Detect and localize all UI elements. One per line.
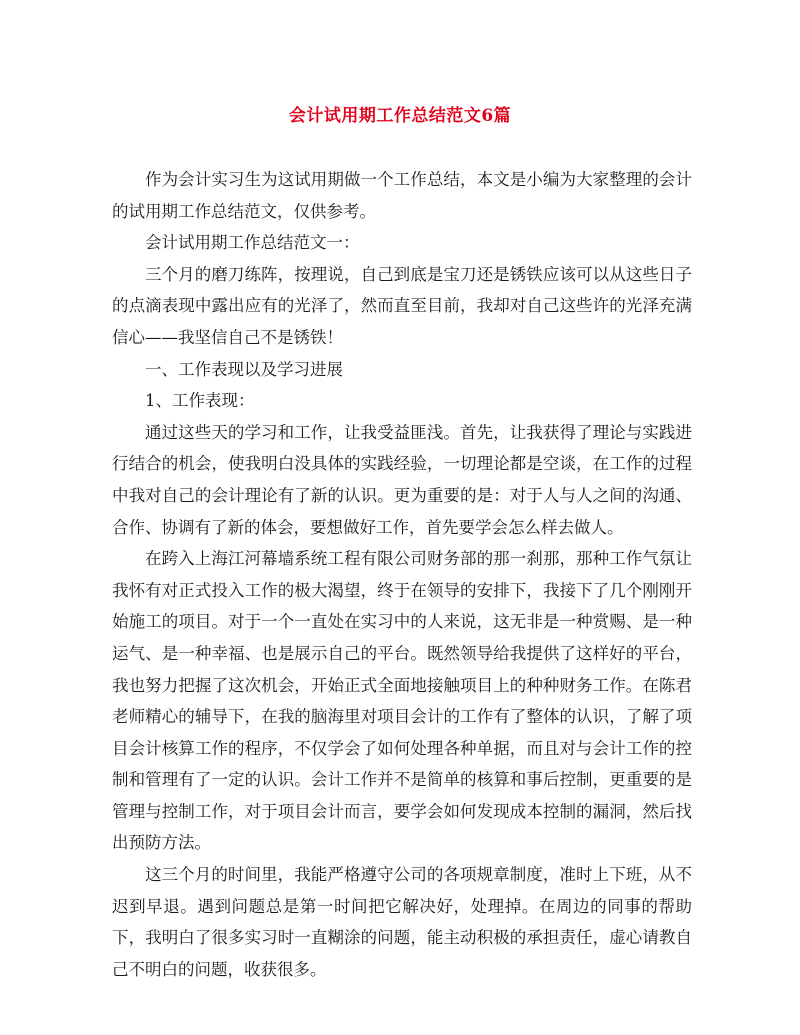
paragraph-opening: 三个月的磨刀练阵，按理说，自己到底是宝刀还是锈铁应该可以从这些日子的点滴表现中露出应有的光泽了，然而直至目前，我却对自己这些许的光泽充满信心——我坚信自己不是锈铁！ [112,264,692,347]
paragraph-joining: 在跨入上海江河幕墙系统工程有限公司财务部的那一刹那，那种工作气氛让我怀有对正式投入工作的极大渴望，终于在领导的安排下，我接下了几个刚刚开始施工的项目。对于一个一直处在实习中的人来说，这无非是一种赏赐、是一种运气、是一种幸福、也是展示自己的平台。既然领导给我提供了这样好的平台，我也努力把握了这次机会，开始正式全面地接触项目上的种种财务工作。在陈君老师精心的辅导下，在我的脑海里对项目会计的工作有了整体的认识，了解了项目会计核算工作的程序，不仅学会了如何处理各种单据，而且对与会计工作的控制和管理有了一定的认识。会计工作并不是简单的核算和事后控制，更重要的是管理与控制工作，对于项目会计而言，要学会如何发现成本控制的漏洞，然后找出预防方法。 [112,549,692,853]
paragraph-intro: 作为会计实习生为这试用期做一个工作总结，本文是小编为大家整理的会计的试用期工作总结范文，仅供参考。 [112,170,692,221]
paragraph-section-heading: 会计试用期工作总结范文一： [145,233,360,253]
paragraph-discipline: 这三个月的时间里，我能严格遵守公司的各项规章制度，准时上下班，从不迟到早退。遇到问题总是第一时间把它解决好，处理掉。在周边的同事的帮助下，我明白了很多实习时一直糊涂的问题，能主动积极的承担责任，虚心请教自己不明白的问题，收获很多。 [112,865,692,979]
document-body [112,164,692,985]
paragraph-heading-1-1: 1、工作表现： [145,391,255,411]
paragraph-heading-1: 一、工作表现以及学习进展 [145,359,343,379]
document-title: 会计试用期工作总结范文6篇 [288,106,512,126]
paragraph-learning: 通过这些天的学习和工作，让我受益匪浅。首先，让我获得了理论与实践进行结合的机会，使我明白没具体的实践经验，一切理论都是空谈，在工作的过程中我对自己的会计理论有了新的认识。更为重要的是：对于人与人之间的沟通、合作、协调有了新的体会，要想做好工作，首先要学会怎么样去做人。 [112,422,692,537]
